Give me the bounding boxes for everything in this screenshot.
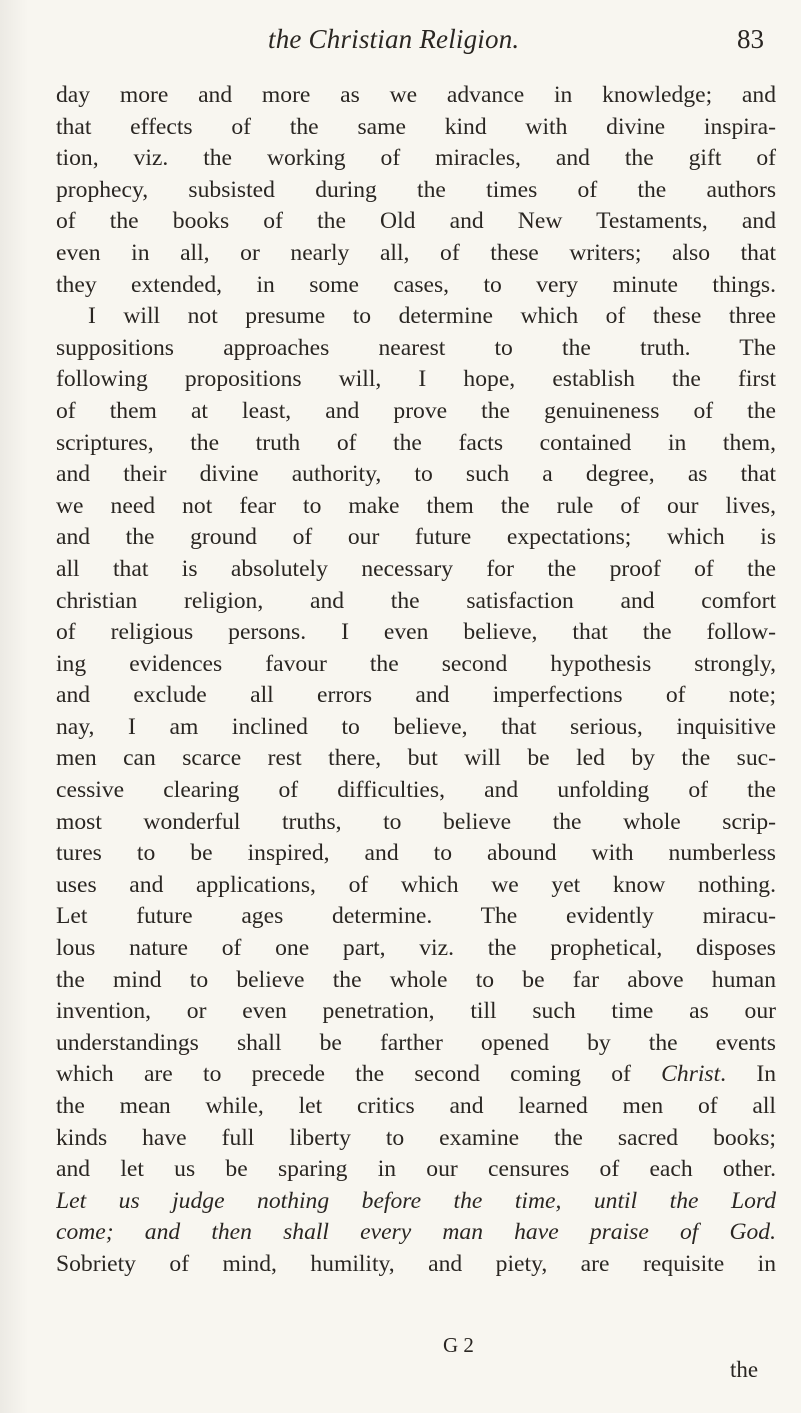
text-line xyxy=(56,649,776,681)
text-segment: Let future ages determine. The evidently miracu- xyxy=(56,903,776,930)
text-line xyxy=(56,1217,776,1249)
text-segment: and exclude all errors and imperfections of note; xyxy=(56,682,776,709)
text-segment: Sobriety of mind, humility, and piety, are requisite in xyxy=(56,1250,776,1277)
text-segment: the mind to believe the whole to be far above human xyxy=(56,966,776,993)
text-segment: we need not fear to make them the rule of our lives, xyxy=(56,492,776,519)
text-line xyxy=(56,396,776,428)
text-segment: uses and applications, of which we yet know nothing. xyxy=(56,871,776,898)
text-segment: and let us be sparing in our censures of each other. xyxy=(56,1156,776,1183)
text-line xyxy=(56,175,776,207)
text-line xyxy=(56,364,776,396)
text-line xyxy=(56,491,776,523)
text-segment: of the books of the Old and New Testaments, and xyxy=(56,208,776,235)
text-segment: I will not presume to determine which of these three xyxy=(88,303,776,330)
text-line xyxy=(56,112,776,144)
text-segment: they extended, in some cases, to very minute things. xyxy=(56,271,776,298)
italic-text: Let us judge nothing before the time, until the Lord xyxy=(56,1187,776,1214)
text-line xyxy=(56,1123,776,1155)
text-line xyxy=(56,933,776,965)
text-line xyxy=(56,586,776,618)
text-line xyxy=(56,1028,776,1060)
text-segment: suppositions approaches nearest to the truth. The xyxy=(56,334,776,361)
text-segment: invention, or even penetration, till such time as our xyxy=(56,998,776,1025)
body-text xyxy=(56,80,776,1281)
text-segment: and their divine authority, to such a degree, as that xyxy=(56,461,776,488)
text-line xyxy=(56,522,776,554)
text-segment: that effects of the same kind with divine inspira- xyxy=(56,113,776,140)
text-segment: of religious persons. I even believe, that the follow- xyxy=(56,619,776,646)
text-segment: men can scarce rest there, but will be led by the suc- xyxy=(56,745,776,772)
text-line xyxy=(56,996,776,1028)
text-line xyxy=(56,554,776,586)
text-segment: following propositions will, I hope, establish the first xyxy=(56,366,776,393)
text-line xyxy=(56,807,776,839)
text-segment: tion, viz. the working of miracles, and the gift of xyxy=(56,145,776,172)
text-line xyxy=(56,1154,776,1186)
page-number: 83 xyxy=(737,24,764,54)
text-line xyxy=(56,206,776,238)
text-segment: nay, I am inclined to believe, that serious, inquisitive xyxy=(56,713,776,740)
text-line xyxy=(56,1186,776,1218)
text-line xyxy=(56,143,776,175)
text-line xyxy=(56,333,776,365)
text-segment: lous nature of one part, viz. the prophetical, disposes xyxy=(56,935,776,962)
text-line xyxy=(56,743,776,775)
text-line xyxy=(56,712,776,744)
text-line xyxy=(56,680,776,712)
catchword: the xyxy=(730,1357,759,1382)
italic-text: Christ xyxy=(661,1061,721,1088)
text-line xyxy=(56,1059,776,1091)
text-segment: which are to precede the second coming of xyxy=(56,1061,662,1088)
text-line xyxy=(56,270,776,302)
text-line xyxy=(56,1091,776,1123)
text-line xyxy=(56,870,776,902)
text-line xyxy=(56,617,776,649)
running-head: the Christian Religion. xyxy=(268,24,520,54)
text-segment: ing evidences favour the second hypothesis strongly, xyxy=(56,650,776,677)
text-line xyxy=(56,459,776,491)
text-line xyxy=(56,965,776,997)
text-line xyxy=(56,80,776,112)
text-segment: the mean while, let critics and learned men of all xyxy=(56,1093,776,1119)
italic-text: come; and then shall every man have praise of God. xyxy=(56,1219,776,1246)
text-segment: prophecy, subsisted during the times of the authors xyxy=(56,176,776,203)
text-segment: christian religion, and the satisfaction and comfort xyxy=(56,587,776,614)
text-segment: . In xyxy=(720,1061,776,1088)
text-segment: understandings shall be farther opened by the events xyxy=(56,1029,776,1056)
signature-mark: G 2 xyxy=(443,1333,474,1357)
text-segment: kinds have full liberty to examine the sacred books; xyxy=(56,1124,776,1151)
text-segment: of them at least, and prove the genuineness of the xyxy=(56,397,776,424)
page-gutter-shadow xyxy=(0,0,28,1413)
text-line xyxy=(56,775,776,807)
text-segment: all that is absolutely necessary for the proof of the xyxy=(56,555,776,582)
text-line xyxy=(56,901,776,933)
text-segment: scriptures, the truth of the facts contained in them, xyxy=(56,429,776,456)
text-line xyxy=(56,301,776,333)
text-segment: tures to be inspired, and to abound with numberless xyxy=(56,840,776,867)
text-line xyxy=(56,428,776,460)
text-segment: cessive clearing of difficulties, and unfolding of the xyxy=(56,777,776,804)
text-segment: day more and more as we advance in knowledge; and xyxy=(56,82,776,108)
text-line xyxy=(56,238,776,270)
text-segment: most wonderful truths, to believe the whole scrip- xyxy=(56,808,776,835)
text-line xyxy=(56,1249,776,1281)
text-line xyxy=(56,838,776,870)
text-segment: even in all, or nearly all, of these writers; also that xyxy=(56,239,776,266)
text-segment: and the ground of our future expectations; which is xyxy=(56,524,776,551)
